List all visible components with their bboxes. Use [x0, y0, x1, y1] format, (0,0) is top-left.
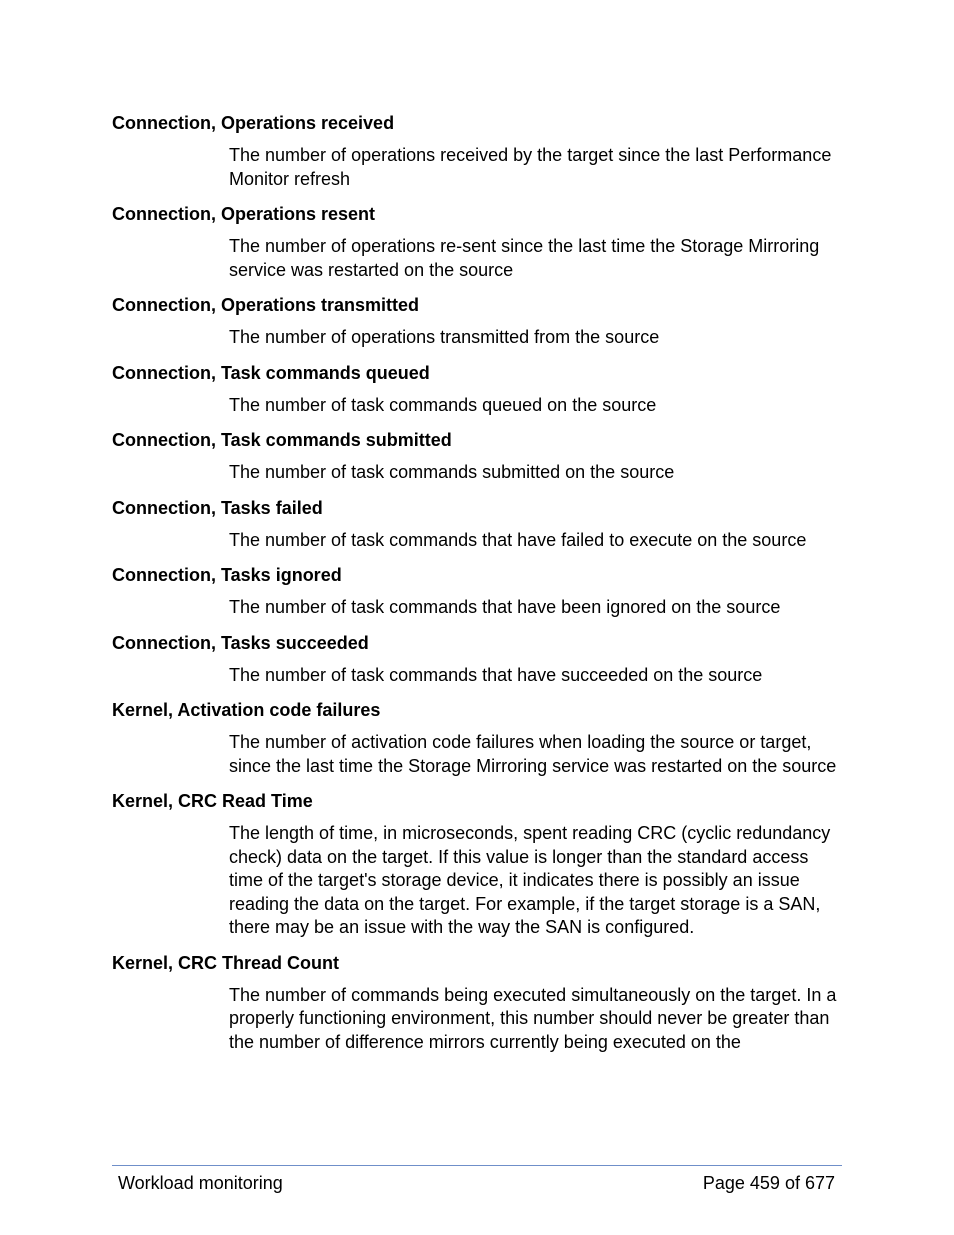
footer-divider	[112, 1165, 842, 1166]
definition-entry	[112, 789, 842, 940]
definition-entry	[112, 698, 842, 778]
definition-entry	[112, 563, 842, 620]
footer-page-number: Page 459 of 677	[702, 1173, 835, 1193]
term-description: The number of operations transmitted from the source	[229, 327, 660, 347]
term-description: The number of activation code failures when loading the source or target, since the last time the Storage Mirroring service was restarted on the source	[229, 732, 837, 776]
definition-entry	[112, 361, 842, 418]
term-description: The number of task commands submitted on the source	[229, 462, 675, 482]
term-description: The length of time, in microseconds, spent reading CRC (cyclic redundancy check) data on the target. If this value is longer than the standard access time of the target's storage device, it indicates there is possibly an issue reading the data on the target. For example, if the target storage is a SAN, there may be an issue with the way the SAN is configured.	[229, 823, 831, 937]
definition-entry	[112, 293, 842, 350]
term-heading: Connection, Task commands queued	[112, 362, 430, 383]
definition-list	[112, 111, 842, 1065]
term-heading: Connection, Operations resent	[112, 204, 376, 224]
term-heading: Kernel, CRC Read Time	[112, 791, 313, 811]
term-heading: Connection, Operations received	[112, 113, 395, 133]
term-description: The number of operations received by the target since the last Performance Monitor refresh	[229, 145, 832, 189]
term-heading: Kernel, CRC Thread Count	[112, 952, 340, 973]
definition-entry	[112, 951, 842, 1055]
definition-entry	[112, 202, 842, 282]
term-description: The number of task commands that have been ignored on the source	[229, 597, 781, 617]
term-description: The number of task commands that have succeeded on the source	[229, 664, 763, 685]
term-description: The number of commands being executed simultaneously on the target. In a properly functioning environment, this number should never be greater than the number of difference mirrors currently being executed on the	[229, 984, 837, 1052]
term-heading: Connection, Operations transmitted	[112, 295, 420, 315]
definition-entry	[112, 428, 842, 485]
term-heading: Connection, Tasks ignored	[112, 565, 342, 585]
term-heading: Connection, Task commands submitted	[112, 430, 452, 450]
term-description: The number of task commands that have failed to execute on the source	[229, 529, 807, 550]
definition-entry	[112, 111, 842, 191]
term-heading: Connection, Tasks succeeded	[112, 632, 369, 653]
term-heading: Connection, Tasks failed	[112, 497, 323, 518]
term-description: The number of operations re-sent since the last time the Storage Mirroring service was restarted on the source	[229, 236, 820, 280]
definition-entry	[112, 496, 842, 553]
definition-entry	[112, 631, 842, 688]
term-heading: Kernel, Activation code failures	[112, 700, 381, 720]
footer-section-title: Workload monitoring	[118, 1173, 283, 1193]
term-description: The number of task commands queued on the source	[229, 394, 657, 415]
